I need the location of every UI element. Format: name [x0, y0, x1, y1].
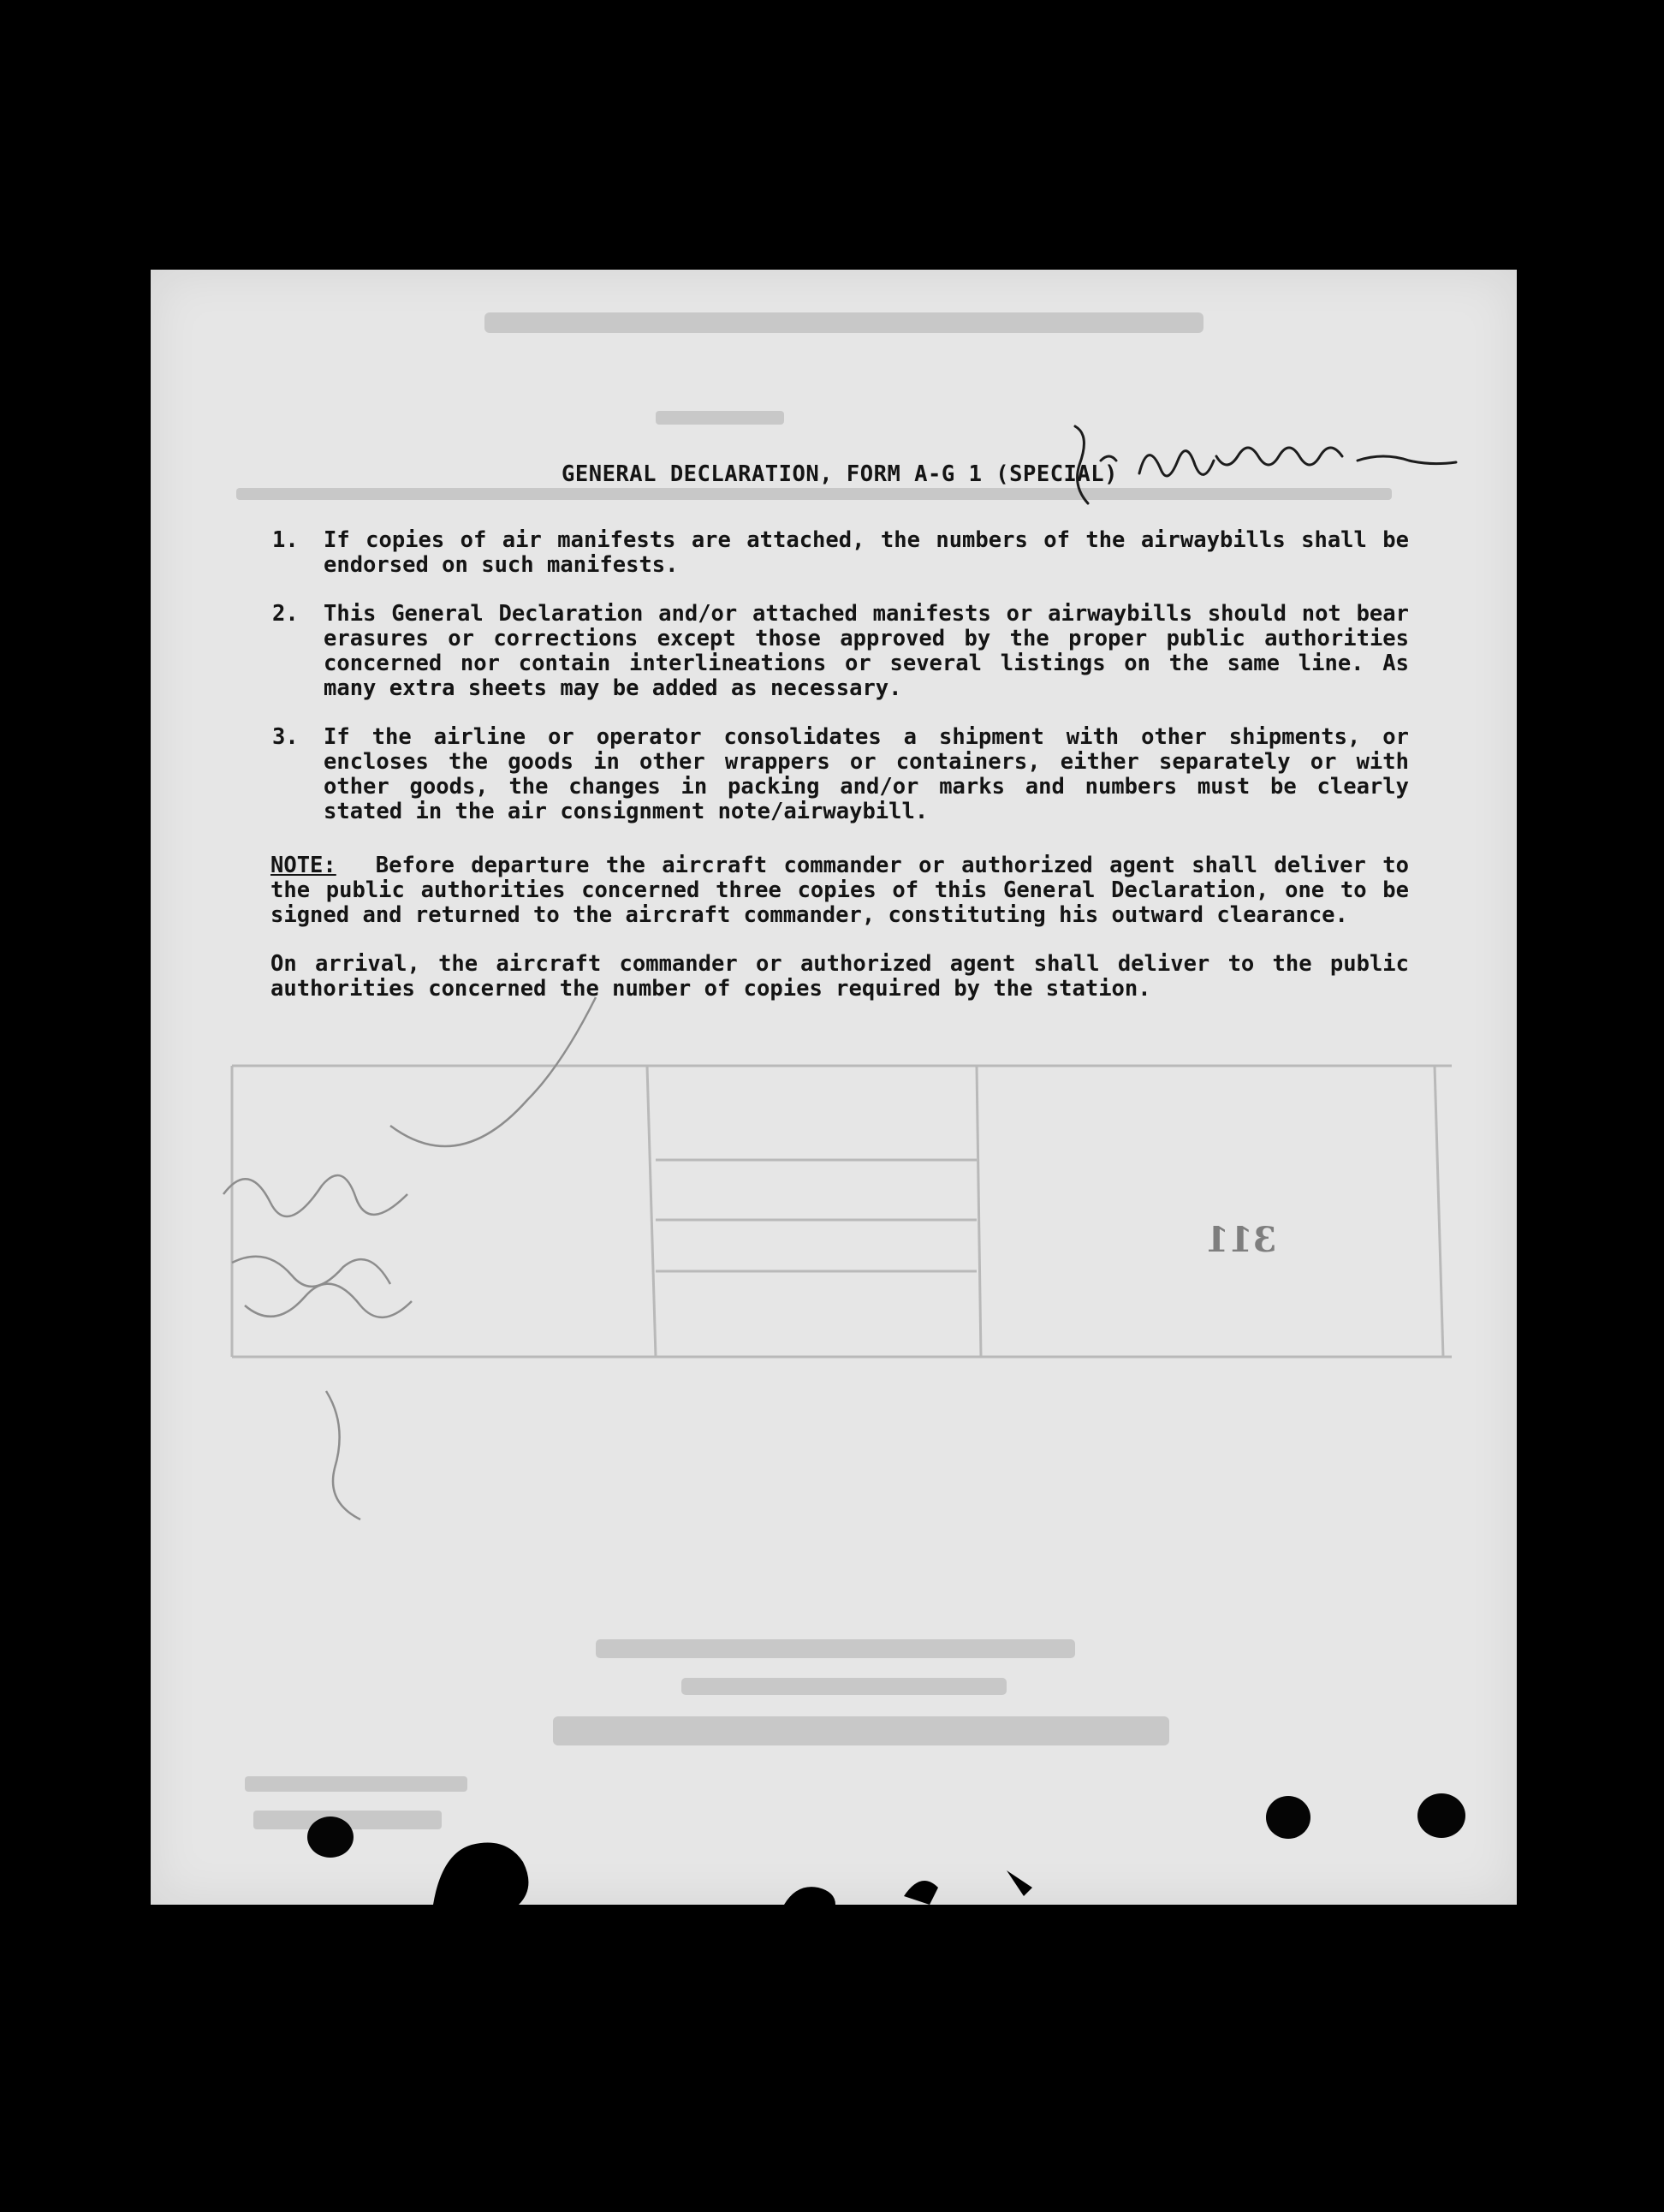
item-text: This General Declaration and/or attached manifests or airwaybills should not bear erasures or corrections except those approved by the proper public authorities concerned nor contain interlineations or several listings on the same line. As many extra sheets may be added as necessary.: [324, 601, 1409, 701]
note-label: NOTE:: [270, 853, 336, 878]
item-text: If copies of air manifests are attached, the numbers of the airwaybills shall be endorsed on such manifests.: [324, 527, 1409, 578]
list-item: [270, 528, 1409, 578]
mirrored-stamp-number: 311: [1205, 1220, 1277, 1260]
torn-bottom-edge: [151, 1793, 1517, 1905]
declaration-body: [270, 462, 1409, 1002]
document-page: [151, 270, 1517, 1905]
page-title: GENERAL DECLARATION, FORM A-G 1 (SPECIAL): [562, 461, 1118, 487]
list-item: [270, 602, 1409, 701]
arrival-paragraph: On arrival, the aircraft commander or authorized agent shall deliver to the public authorities concerned the number of copies required by the station.: [270, 951, 1409, 1002]
note-text: Before departure the aircraft commander or authorized agent shall deliver to the public authorities concerned three copies of this General Declaration, one to be signed and returned to the aircraft commander, constituting his outward clearance.: [270, 853, 1409, 928]
note-paragraph: [270, 853, 1409, 928]
item-number: 1.: [272, 527, 299, 553]
item-text: If the airline or operator consolidates a shipment with other shipments, or encloses the goods in other wrappers or containers, either separately or with other goods, the changes in packing and/or marks and numbers must be clearly stated in the air consignment note/airwaybill.: [324, 724, 1409, 824]
list-item: [270, 725, 1409, 824]
item-number: 3.: [272, 724, 299, 750]
item-number: 2.: [272, 601, 299, 627]
